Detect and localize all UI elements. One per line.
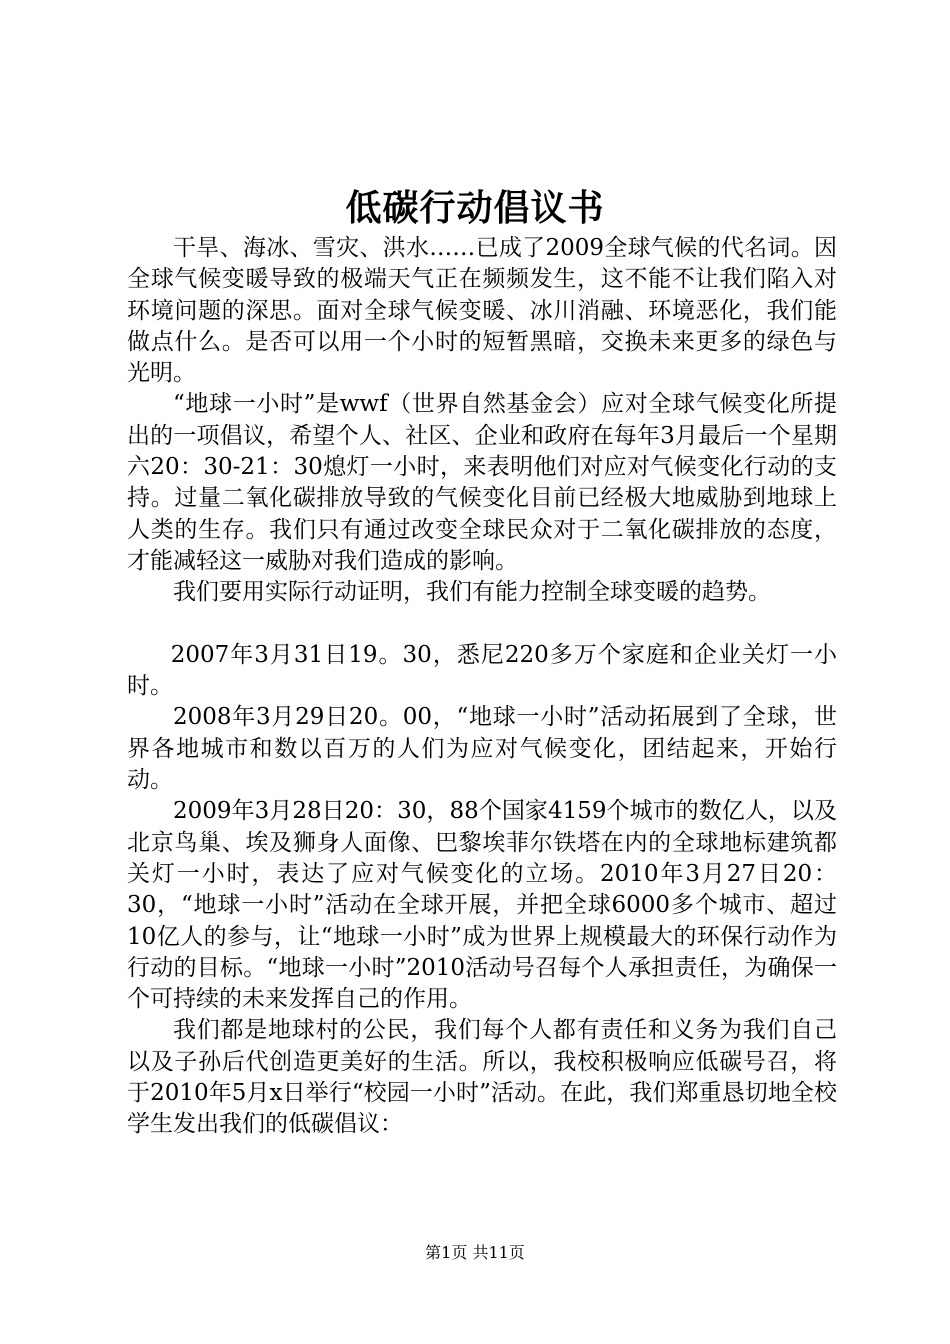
document-body (127, 233, 837, 1141)
paragraph-intro: 干旱、海冰、雪灾、洪水……已成了2009全球气候的代名词。因全球气候变暖导致的极端天气正在频频发生，这不能不让我们陷入对环境问题的深思。面对全球气候变暖、冰川消融、环境恶化，我们能做点什么。是否可以用一个小时的短暂黑暗，交换未来更多的绿色与光明。 (127, 235, 837, 387)
page-footer: 第1页 共11页 (425, 1243, 525, 1262)
document-title: 低碳行动倡议书 (345, 187, 605, 229)
paragraph-earth-hour: “地球一小时”是wwf（世界自然基金会）应对全球气候变化所提出的一项倡议，希望个人、社区、企业和政府在每年3月最后一个星期六20：30-21：30熄灯一小时，来表明他们对应对气候变化行动的支持。过量二氧化碳排放导致的气候变化目前已经极大地威胁到地球上人类的生存。我们只有通过改变全球民众对于二氧化碳排放的态度，才能减轻这一威胁对我们造成的影响。 (127, 391, 837, 574)
paragraph-2008: 2008年3月29日20。00，“地球一小时”活动拓展到了全球，世界各地城市和数以百万的人们为应对气候变化，团结起来，开始行动。 (127, 704, 837, 794)
paragraph-spacer (127, 609, 837, 640)
paragraph-school-initiative: 我们都是地球村的公民，我们每个人都有责任和义务为我们自己以及子孙后代创造更美好的生活。所以，我校积极响应低碳号召，将于2010年5月x日举行“校园一小时”活动。在此，我们郑重恳切地全校学生发出我们的低碳倡议： (127, 1017, 837, 1138)
paragraph-2007: 2007年3月31日19。30，悉尼220多万个家庭和企业关灯一小时。 (127, 641, 837, 700)
paragraph-action: 我们要用实际行动证明，我们有能力控制全球变暖的趋势。 (173, 579, 771, 606)
paragraph-2009-2010: 2009年3月28日20：30，88个国家4159个城市的数亿人，以及北京鸟巢、埃及狮身人面像、巴黎埃菲尔铁塔在内的全球地标建筑都关灯一小时，表达了应对气候变化的立场。2010年3月27日20：30，“地球一小时”活动在全球开展，并把全球6000多个城市、超过10亿人的参与，让“地球一小时”成为世界上规模最大的环保行动作为行动的目标。“地球一小时”2010活动号召每个人承担责任，为确保一个可持续的未来发挥自己的作用。 (127, 798, 837, 1013)
